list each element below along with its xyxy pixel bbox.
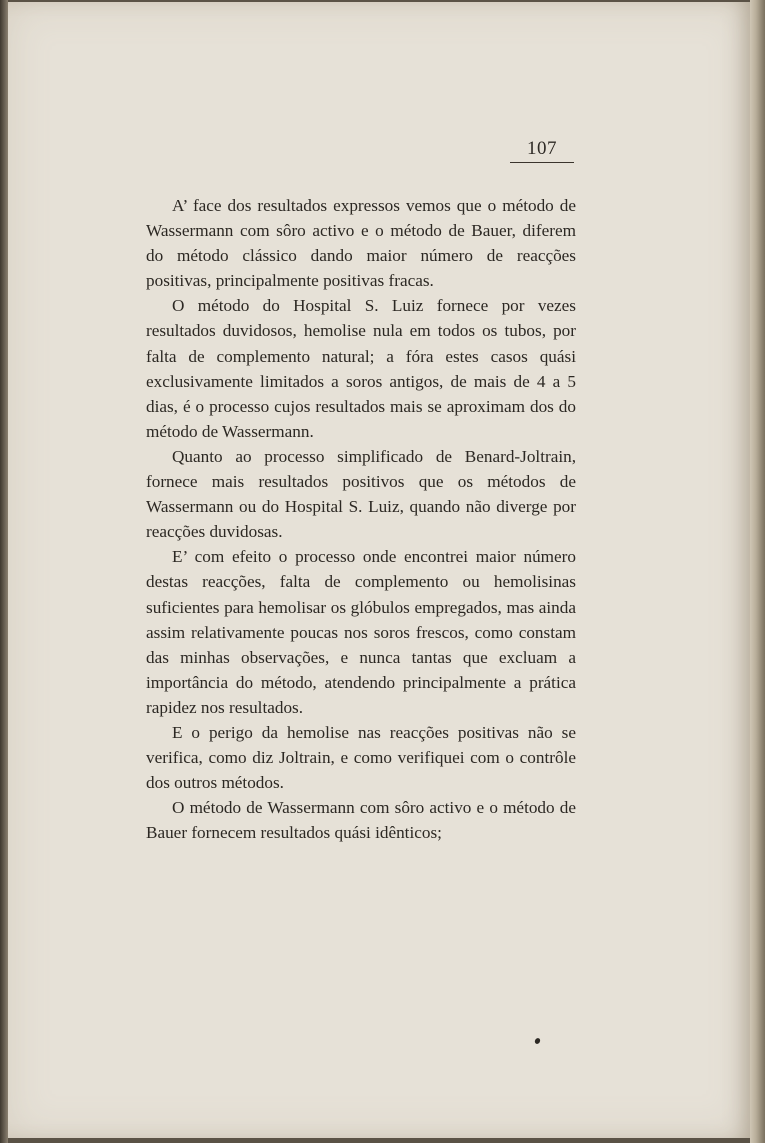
page-number: 107 — [510, 138, 574, 163]
paragraph-6: O método de Wassermann com sôro activo e o método de Bauer fornecem resultados quási idênticos; — [146, 798, 576, 843]
book-gutter — [0, 0, 8, 1143]
paragraph-5: E o perigo da hemolise nas reacções positivas não se verifica, como diz Joltrain, e como verifiquei com o contrôle dos outros métodos. — [146, 722, 576, 793]
paragraph-2: O método do Hospital S. Luiz fornece por vezes resultados duvidosos, hemolise nula em todos os tubos, por falta de complemento natural; a fóra estes casos quási exclusivamente limitados a soros antigos, de mais de 4 a 5 dias, é o processo cujos resultados mais se aproximam dos do método de Wassermann. — [146, 296, 576, 441]
page-edge — [750, 0, 765, 1143]
paragraph-4: E’ com efeito o processo onde encontrei maior número destas reacções, falta de complemento ou hemolisinas suficientes para hemolisar os glóbulos empregados, mas ainda assim relativamente poucas nos soros frescos, como constam das minhas observações, e nunca tantas que excluam a importância do método, atendendo principalmente a prática rapidez nos resultados. — [146, 547, 576, 717]
paragraph-1: A’ face dos resultados expressos vemos que o método de Wassermann com sôro activo e o método de Bauer, diferem do método clássico dando maior número de reacções positivas, principalmente positivas fracas. — [146, 196, 576, 291]
body-text — [146, 193, 576, 845]
paragraph-3: Quanto ao processo simplificado de Benard-Joltrain, fornece mais resultados positivos que os métodos de Wassermann ou do Hospital S. Luiz, quando não diverge por reacções duvidosas. — [146, 446, 576, 542]
